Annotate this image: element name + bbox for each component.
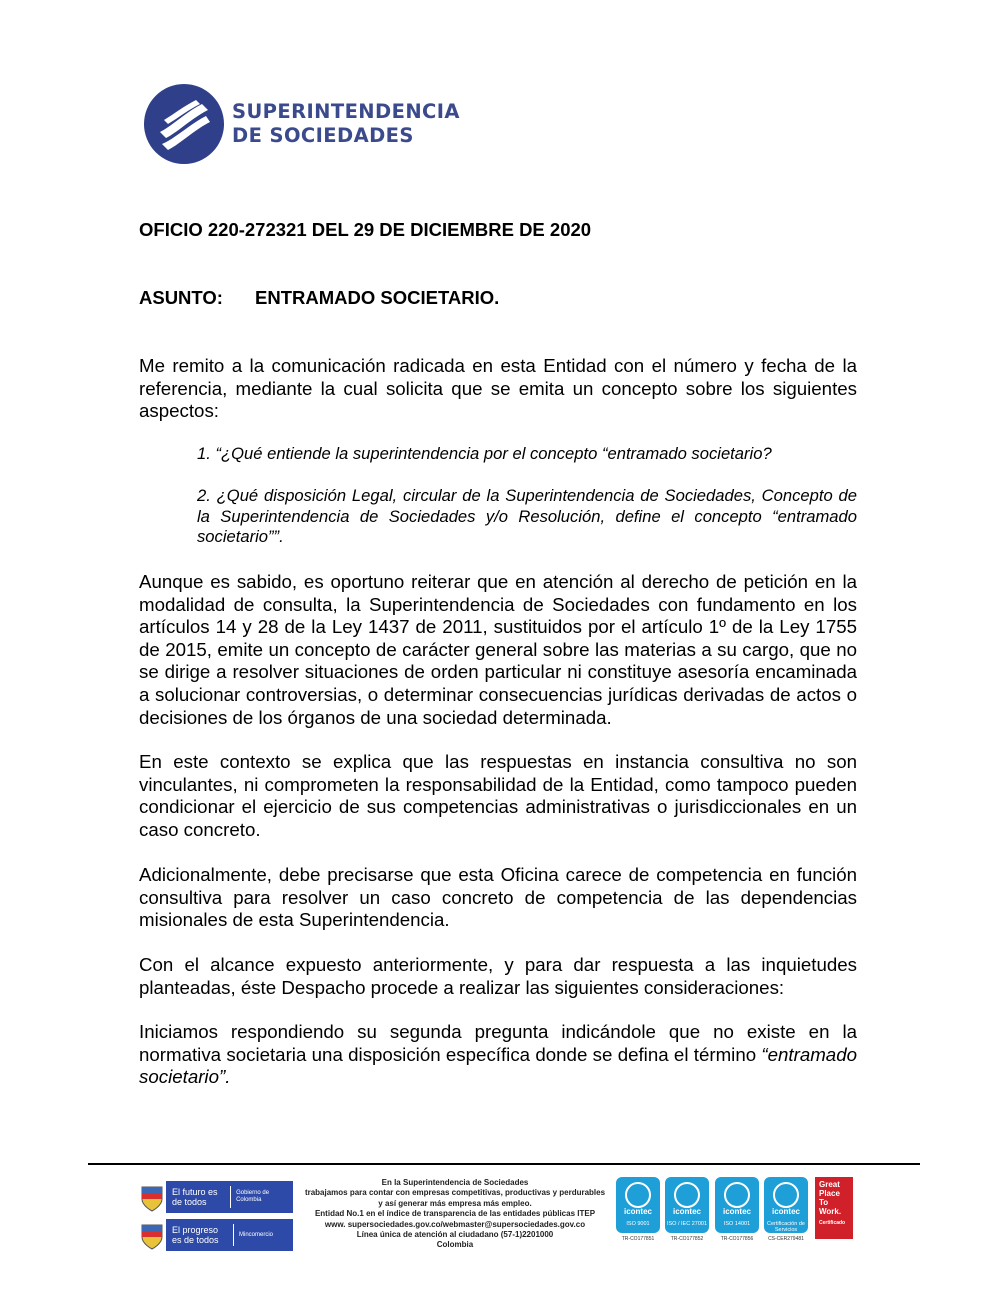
gov-badge-2-right: Mincomercio bbox=[239, 1231, 274, 1238]
gov-badge-progreso bbox=[138, 1219, 293, 1251]
footer-line: Colombia bbox=[436, 1240, 474, 1250]
footer-line: www. supersociedades.gov.co/webmaster@supersociedades.gov.co bbox=[324, 1219, 586, 1229]
colombia-coat-of-arms-icon bbox=[138, 1181, 166, 1213]
colombia-coat-of-arms-icon bbox=[138, 1219, 166, 1251]
gov-badge-futuro bbox=[138, 1181, 293, 1213]
footer-line: En la Superintendencia de Sociedades bbox=[381, 1178, 529, 1187]
icontec-cert-badge: icontec ISO 14001 TR-CO177856 bbox=[715, 1177, 759, 1242]
great-place-to-work-badge: Great Place To Work. Certificado bbox=[815, 1177, 853, 1239]
icontec-cert-badge: icontec ISO 9001 TR-CO177851 bbox=[616, 1177, 660, 1242]
icontec-cert-badge: icontec ISO / IEC 27001 TR-CO177852 bbox=[665, 1177, 709, 1242]
logo-wordmark bbox=[232, 100, 460, 148]
paragraph-considerations: Con el alcance expuesto anteriormente, y para dar respuesta a las inquietudes planteadas, éste Despacho procede a realizar las siguientes consideraciones: bbox=[139, 954, 857, 998]
answer-text: Iniciamos respondiendo su segunda pregunta indicándole que no existe en la normativa societaria una disposición específica donde se defina el término bbox=[139, 1021, 857, 1065]
logo-line-1: SUPERINTENDENCIA bbox=[232, 100, 460, 123]
footer-divider bbox=[88, 1163, 920, 1165]
paragraph-non-binding: En este contexto se explica que las respuestas en instancia consultiva no son vinculantes, ni comprometen la responsabilidad de la Entidad, como tampoco pueden condicionar el ejercicio de sus competencias administrativas o jurisdiccionales en un caso concreto. bbox=[139, 751, 857, 840]
logo-line-2: DE SOCIEDADES bbox=[232, 124, 414, 147]
footer-contact-info bbox=[300, 1178, 610, 1251]
gov-badge-1-left: El futuro es de todos bbox=[172, 1187, 218, 1207]
subject-value: ENTRAMADO SOCIETARIO. bbox=[255, 287, 500, 308]
intro-paragraph: Me remito a la comunicación radicada en esta Entidad con el número y fecha de la referencia, mediante la cual solicita que se emita un concepto sobre los siguientes aspectos: bbox=[139, 355, 857, 422]
question-1: 1. “¿Qué entiende la superintendencia por el concepto “entramado societario? bbox=[197, 444, 772, 463]
paragraph-consultation-basis: Aunque es sabido, es oportuno reiterar que en atención al derecho de petición en la modalidad de consulta, la Superintendencia de Sociedades con fundamento en los artículos 14 y 28 de la Ley 1437 de 2011, sustituidos por el artículo 1º de la Ley 1755 de 2015, emite un concepto de carácter general sobre las materias a su cargo, que no se dirige a resolver situaciones de orden particular ni constituye asesoría encaminada a solucionar controversias, o determinar consecuencias jurídicas derivadas de actos o decisiones de los órganos de una sociedad determinada. bbox=[139, 571, 857, 728]
superintendencia-logo bbox=[142, 82, 482, 166]
subject-line bbox=[139, 287, 499, 309]
footer-line: Línea única de atención al ciudadano (57-1)2201000 bbox=[356, 1230, 554, 1240]
paragraph-competence: Adicionalmente, debe precisarse que esta Oficina carece de competencia en función consultiva para resolver un caso concreto de competencia de las dependencias misionales de esta Superintendencia. bbox=[139, 864, 857, 931]
question-2: 2. ¿Qué disposición Legal, circular de la Superintendencia de Sociedades, Concepto de la Superintendencia de Sociedades y/o Resolución, define el concepto “entramado societario””. bbox=[197, 486, 857, 546]
paragraph-answer bbox=[139, 1021, 857, 1089]
gov-badge-2-left: El progreso es de todos bbox=[172, 1225, 219, 1245]
icontec-icon bbox=[625, 1182, 651, 1208]
document-title: OFICIO 220-272321 DEL 29 DE DICIEMBRE DE 2020 bbox=[139, 219, 592, 240]
icontec-icon bbox=[674, 1182, 700, 1208]
icontec-icon bbox=[724, 1182, 750, 1208]
footer-line: Entidad No.1 en el índice de transparencia de las entidades públicas ITEP bbox=[314, 1209, 596, 1219]
footer-line: trabajamos para contar con empresas competitivas, productivas y perdurables bbox=[304, 1188, 606, 1198]
superintendencia-emblem-icon bbox=[142, 82, 226, 166]
footer-line: y así generar más empresa más empleo. bbox=[378, 1198, 532, 1208]
subject-label: ASUNTO: bbox=[139, 287, 223, 308]
icontec-icon bbox=[773, 1182, 799, 1208]
gov-badge-1-right: Gobierno de Colombia bbox=[236, 1190, 270, 1203]
answer-term: “entramado societario”. bbox=[139, 1043, 857, 1088]
icontec-cert-badge: icontec Certificación de Servicios CS-CER279481 bbox=[764, 1177, 808, 1242]
